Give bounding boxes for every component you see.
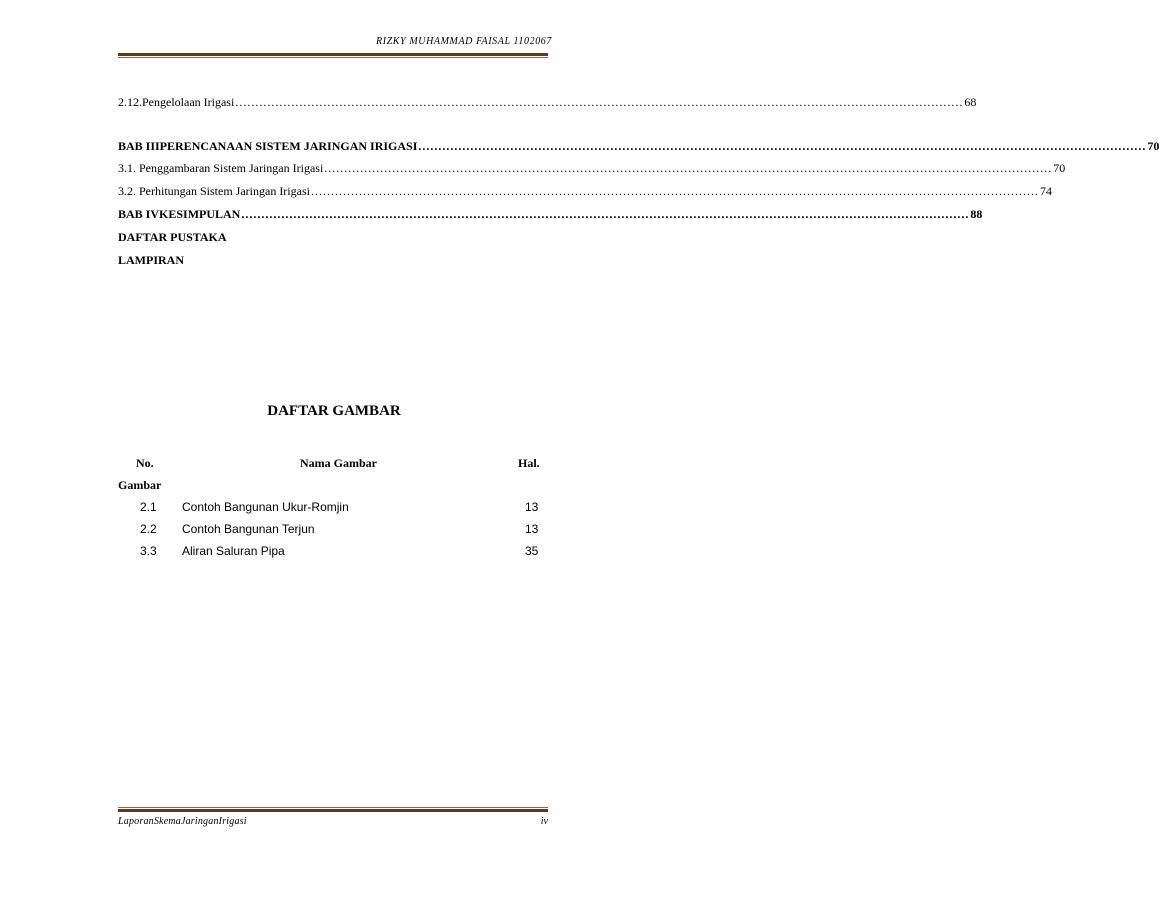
- footer-rule-thick: [118, 809, 548, 812]
- table-row: [0, 500, 638, 518]
- toc-entry-page: 74: [1039, 184, 1052, 198]
- toc-entry-title: BAB IVKESIMPULAN: [118, 207, 241, 221]
- toc-leader-dots: ......................................................................................................................................................................................: [241, 207, 970, 221]
- toc-entry-page: 68: [964, 95, 977, 109]
- toc-leader-dots: ......................................................................................................................................................................................: [418, 139, 1147, 153]
- toc-entry-title: 3.1. Penggambaran Sistem Jaringan Irigasi: [118, 161, 324, 175]
- header-page: Hal.: [518, 456, 540, 470]
- table-row: [0, 544, 638, 562]
- header-rule-thick: [118, 53, 548, 56]
- toc-leader-dots: ......................................................................................................................................................................................: [310, 184, 1039, 198]
- footer-rule-thin: [118, 807, 548, 808]
- header-author: RIZKY MUHAMMAD FAISAL 1102067: [375, 36, 552, 47]
- toc-leader-dots: ......................................................................................................................................................................................: [235, 95, 964, 109]
- footer-title: LaporanSkemaJaringanIrigasi: [118, 816, 247, 827]
- toc-leader-dots: ......................................................................................................................................................................................: [324, 161, 1053, 175]
- figure-name: Contoh Bangunan Ukur-Romjin: [182, 500, 349, 514]
- toc-entry-page: 70: [1053, 161, 1066, 175]
- figure-page: 13: [525, 522, 539, 536]
- figure-page: 13: [525, 500, 539, 514]
- figure-number: 2.1: [140, 500, 157, 514]
- table-row: [0, 522, 638, 540]
- toc-entry: [118, 184, 1052, 199]
- header-no: No.: [136, 456, 154, 470]
- toc-entry: [118, 95, 977, 110]
- toc-entry-page: 70: [1147, 139, 1159, 153]
- figure-page: 35: [525, 544, 539, 558]
- toc-entry: [118, 207, 983, 222]
- toc-extra-item: DAFTAR PUSTAKA: [118, 230, 227, 244]
- toc-entry-title: 3.2. Perhitungan Sistem Jaringan Irigasi: [118, 184, 310, 198]
- header-name: Nama Gambar: [300, 456, 377, 470]
- header-rule-thin: [118, 57, 548, 58]
- header-no-continued: Gambar: [118, 478, 162, 492]
- figure-number: 2.2: [140, 522, 157, 536]
- toc-extra-item: LAMPIRAN: [118, 253, 184, 267]
- toc-entry: [118, 161, 1066, 176]
- page-number: iv: [540, 816, 548, 827]
- toc-entry-title: BAB IIIPERENCANAAN SISTEM JARINGAN IRIGASI: [118, 139, 418, 153]
- section-title: DAFTAR GAMBAR: [267, 403, 401, 419]
- toc-entry: [118, 139, 1159, 154]
- toc-entry-title: 2.12.Pengelolaan Irigasi: [118, 95, 235, 109]
- figure-name: Contoh Bangunan Terjun: [182, 522, 315, 536]
- figure-name: Aliran Saluran Pipa: [182, 544, 285, 558]
- figure-number: 3.3: [140, 544, 157, 558]
- toc-entry-page: 88: [970, 207, 983, 221]
